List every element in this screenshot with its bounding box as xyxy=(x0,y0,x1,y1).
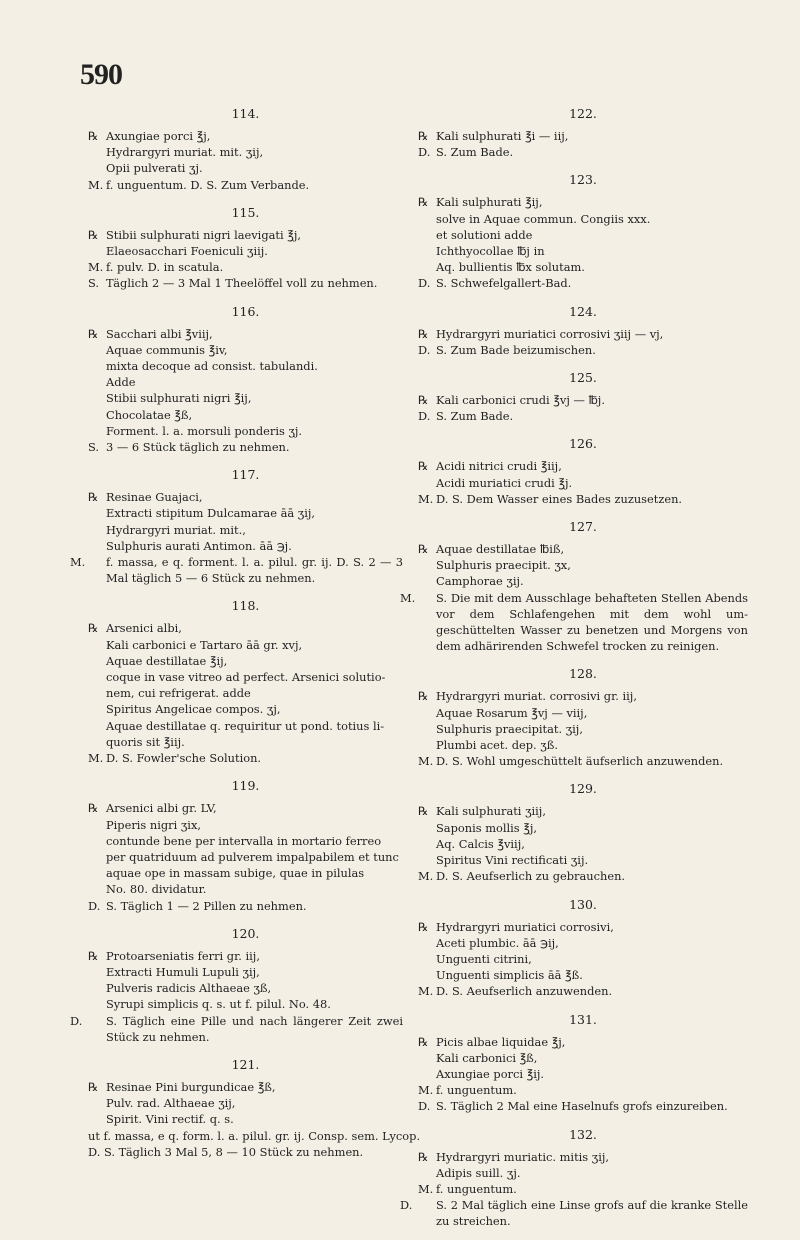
recipe-number: 117. xyxy=(231,467,260,483)
recipe-line xyxy=(418,408,748,424)
recipe-line xyxy=(418,983,748,999)
recipe-line: Piperis nigri ʒix, xyxy=(106,817,201,832)
recipe-115 xyxy=(88,203,403,292)
line-text: f. massa, e q. forment. l. a. pilul. gr. ij. D. S. 2 — 3 Mal täglich 5 — 6 Stück zu nehmen. xyxy=(106,555,403,586)
instruction-label: D. xyxy=(418,1099,431,1114)
recipe-number: 126. xyxy=(569,436,597,452)
line-text: Aquae destillatae ℔iß, xyxy=(436,542,565,557)
line-text: S. Zum Bade. xyxy=(436,145,514,160)
recipe-line: Spiritus Vini rectificati ʒij. xyxy=(436,853,589,868)
recipe-number: 121. xyxy=(231,1056,260,1072)
recipe-line xyxy=(88,489,403,505)
recipe-symbol: ℞ xyxy=(418,804,429,819)
recipe-symbol: ℞ xyxy=(418,542,429,557)
recipe-131 xyxy=(418,1010,748,1115)
instruction-label: M. xyxy=(418,754,434,769)
recipe-line xyxy=(418,1082,748,1098)
recipe-123 xyxy=(418,170,748,291)
recipe-symbol: ℞ xyxy=(418,459,429,474)
line-text: Resinae Pini burgundicae ℥ß, xyxy=(106,1079,276,1094)
line-text: Resinae Guajaci, xyxy=(106,490,203,505)
instruction-label: M. xyxy=(418,491,434,506)
recipe-symbol: ℞ xyxy=(418,1149,429,1164)
recipe-line xyxy=(418,1098,748,1114)
recipe-line xyxy=(418,144,748,160)
recipe-118 xyxy=(88,596,403,766)
recipe-line: Aquae destillatae q. requiritur ut pond. totius li- xyxy=(106,718,385,733)
line-text: Picis albae liquidae ℥j, xyxy=(436,1034,566,1049)
recipe-line xyxy=(70,1013,403,1045)
recipe-124 xyxy=(418,302,748,358)
recipe-129 xyxy=(418,779,748,884)
recipe-line: Aceti plumbic. āā ℈ij, xyxy=(436,935,559,950)
instruction-label: S. xyxy=(88,276,100,291)
recipe-line: ut f. massa, e q. form. l. a. pilul. gr. ij. Consp. sem. Lycop. xyxy=(88,1128,421,1143)
recipe-line xyxy=(70,554,403,586)
line-text: S. Täglich 2 Mal eine Haselnufs grofs einzureiben. xyxy=(436,1099,728,1114)
recipe-line xyxy=(418,1181,748,1197)
recipe-126 xyxy=(418,434,748,507)
recipe-line: D. S. Täglich 3 Mal 5, 8 — 10 Stück zu nehmen. xyxy=(88,1144,364,1159)
line-text: S. Zum Bade beizumischen. xyxy=(436,342,596,357)
recipe-line: Adipis suill. ʒj. xyxy=(436,1165,521,1180)
recipe-number: 129. xyxy=(569,781,597,797)
recipe-line xyxy=(88,750,403,766)
recipe-line: solve in Aquae commun. Congiis xxx. xyxy=(436,211,651,226)
recipe-116 xyxy=(88,302,403,456)
line-text: D. S. Aeufserlich zu gebrauchen. xyxy=(436,869,626,884)
line-text: Kali sulphurati ʒiij, xyxy=(436,804,546,819)
instruction-label: M. xyxy=(88,177,104,192)
recipe-line: Aquae communis ℥iv, xyxy=(106,342,228,357)
recipe-line xyxy=(418,1149,748,1165)
recipe-line xyxy=(88,275,403,291)
recipe-line xyxy=(88,898,403,914)
recipe-line: Opii pulverati ʒj. xyxy=(106,161,203,176)
recipe-number: 118. xyxy=(231,598,260,614)
recipe-number: 119. xyxy=(231,778,260,794)
recipe-line xyxy=(88,128,403,144)
line-text: Hydrargyri muriatici corrosivi ʒiij — vj, xyxy=(436,326,664,341)
line-text: S. Schwefelgallert-Bad. xyxy=(436,276,572,291)
recipe-line: Saponis mollis ℥j, xyxy=(436,820,537,835)
instruction-label: S. xyxy=(88,440,100,455)
recipe-line: Aq. Calcis ℥viij, xyxy=(436,836,525,851)
line-text: D. S. Fowler'sche Solution. xyxy=(106,751,262,766)
recipe-121 xyxy=(88,1055,421,1160)
recipe-line xyxy=(400,590,748,655)
recipe-line xyxy=(418,753,748,769)
line-text: Protoarseniatis ferri gr. iij, xyxy=(106,948,260,963)
recipe-line: Aq. bullientis ℔x solutam. xyxy=(436,260,585,275)
recipe-number: 123. xyxy=(569,172,597,188)
recipe-line: Stibii sulphurati nigri ℥ij, xyxy=(106,391,252,406)
instruction-label: D. xyxy=(418,409,431,424)
recipe-line xyxy=(418,868,748,884)
recipe-symbol: ℞ xyxy=(418,919,429,934)
recipe-symbol: ℞ xyxy=(88,1079,99,1094)
recipe-symbol: ℞ xyxy=(88,801,99,816)
recipe-line xyxy=(88,1079,403,1095)
recipe-line xyxy=(418,326,748,342)
recipe-symbol: ℞ xyxy=(418,195,429,210)
recipe-number: 125. xyxy=(569,370,597,386)
recipe-line: Kali carbonici ℥ß, xyxy=(436,1050,538,1065)
line-text: Axungiae porci ℥j, xyxy=(106,129,211,143)
recipe-line xyxy=(418,541,748,557)
recipe-line xyxy=(400,1197,748,1229)
recipe-line: Hydrargyri muriat. mit., xyxy=(106,522,246,537)
recipe-line: Spirit. Vini rectif. q. s. xyxy=(106,1112,234,1127)
recipe-symbol: ℞ xyxy=(88,227,99,242)
line-text: D. S. Wohl umgeschüttelt äufserlich anzuwenden. xyxy=(436,754,724,769)
recipe-line: mixta decoque ad consist. tabulandi. xyxy=(106,359,318,374)
line-text: Stibii sulphurati nigri laevigati ℥j, xyxy=(106,227,301,242)
recipe-line: coque in vase vitreo ad perfect. Arsenici solutio- xyxy=(106,670,386,685)
line-text: Arsenici albi, xyxy=(106,621,182,636)
recipe-line: Acidi muriatici crudi ℥j. xyxy=(436,475,573,490)
recipe-127 xyxy=(400,517,748,654)
line-text: Hydrargyri muriat. corrosivi gr. iij, xyxy=(436,689,637,704)
recipe-line xyxy=(88,259,403,275)
line-text: Hydrargyri muriatic. mitis ʒij, xyxy=(436,1149,609,1164)
recipe-line: Sulphuris praecipit. ʒx, xyxy=(436,558,571,573)
recipe-line xyxy=(418,128,748,144)
recipe-130 xyxy=(418,895,748,1000)
recipe-symbol: ℞ xyxy=(418,393,429,408)
instruction-label: M. xyxy=(418,869,434,884)
line-text: Kali sulphurati ℥i — iij, xyxy=(436,129,569,143)
line-text: S. Die mit dem Ausschlage behafteten Stellen Abends vor dem Schlafengehen mit dem wohl um- geschüttelten Wasser zu benetzen und Morgens von dem adhärirenden Schwefel trocken zu reinigen. xyxy=(436,590,748,654)
recipe-128 xyxy=(418,664,748,769)
recipe-line: Camphorae ʒij. xyxy=(436,574,524,589)
recipe-132 xyxy=(400,1125,748,1230)
line-text: f. unguentum. xyxy=(436,1181,517,1196)
recipe-line xyxy=(418,458,748,474)
line-text: 3 — 6 Stück täglich zu nehmen. xyxy=(106,440,290,455)
recipe-line xyxy=(418,803,748,819)
line-text: S. 2 Mal täglich eine Linse grofs auf die kranke Stelle zu streichen. xyxy=(436,1198,748,1229)
recipe-line xyxy=(418,919,748,935)
recipe-line: nem, cui refrigerat. adde xyxy=(106,686,251,701)
recipe-line xyxy=(88,227,403,243)
instruction-label: M. xyxy=(70,555,86,570)
recipe-line xyxy=(418,194,748,210)
recipe-line: Syrupi simplicis q. s. ut f. pilul. No. 48. xyxy=(106,997,331,1012)
recipe-line: Plumbi acet. dep. ʒß. xyxy=(436,738,558,753)
recipe-line: per quatriduum ad pulverem impalpabilem et tunc xyxy=(106,849,399,864)
recipe-line: Pulv. rad. Althaeae ʒij, xyxy=(106,1096,236,1111)
recipe-line: Axungiae porci ℥ij. xyxy=(436,1066,545,1081)
recipe-line xyxy=(418,1034,748,1050)
recipe-line: Unguenti simplicis āā ℥ß. xyxy=(436,968,583,983)
recipe-line: Sulphuris praecipitat. ʒij, xyxy=(436,721,583,736)
instruction-label: D. xyxy=(418,276,431,291)
recipe-number: 124. xyxy=(569,303,597,319)
recipe-line: Adde xyxy=(106,375,136,390)
recipe-line: et solutioni adde xyxy=(436,227,533,242)
instruction-label: M. xyxy=(88,751,104,766)
instruction-label: D. xyxy=(88,898,101,913)
instruction-label: D. xyxy=(70,1013,83,1028)
line-text: S. Zum Bade. xyxy=(436,409,514,424)
line-text: D. S. Dem Wasser eines Bades zuzusetzen. xyxy=(436,491,683,506)
line-text: Acidi nitrici crudi ℥iij, xyxy=(436,459,562,474)
recipe-line xyxy=(88,177,403,193)
line-text: f. unguentum. D. S. Zum Verbande. xyxy=(106,177,310,192)
recipe-line xyxy=(88,948,403,964)
line-text: D. S. Aeufserlich anzuwenden. xyxy=(436,984,613,999)
recipe-symbol: ℞ xyxy=(418,129,429,143)
recipe-line xyxy=(418,688,748,704)
recipe-line xyxy=(418,342,748,358)
recipe-number: 130. xyxy=(569,896,597,912)
recipe-symbol: ℞ xyxy=(88,948,99,963)
recipe-number: 127. xyxy=(569,519,597,535)
instruction-label: M. xyxy=(400,590,416,605)
recipe-line: Chocolatae ℥ß, xyxy=(106,407,193,422)
instruction-label: M. xyxy=(88,260,104,275)
instruction-label: M. xyxy=(418,984,434,999)
recipe-line xyxy=(418,491,748,507)
recipe-line xyxy=(88,439,403,455)
recipe-symbol: ℞ xyxy=(418,326,429,341)
instruction-label: D. xyxy=(400,1198,413,1213)
recipe-line xyxy=(418,275,748,291)
recipe-symbol: ℞ xyxy=(88,490,99,505)
recipe-114 xyxy=(88,104,403,193)
line-text: Kali sulphurati ℥ij, xyxy=(436,195,543,210)
instruction-label: D. xyxy=(418,342,431,357)
line-text: Kali carbonici crudi ℥vj — ℔j. xyxy=(436,393,605,408)
recipe-number: 120. xyxy=(231,925,260,941)
recipe-line: Sulphuris aurati Antimon. āā ℈j. xyxy=(106,538,292,553)
line-text: S. Täglich eine Pille und nach längerer Zeit zwei Stück zu nehmen. xyxy=(106,1013,403,1044)
recipe-line: Aquae destillatae ℥ij, xyxy=(106,653,228,668)
recipe-117 xyxy=(70,465,403,586)
line-text: Hydrargyri muriatici corrosivi, xyxy=(436,919,614,934)
recipe-line: Pulveris radicis Althaeae ʒß, xyxy=(106,981,272,996)
recipe-line: Extracti Humuli Lupuli ʒij, xyxy=(106,964,260,979)
recipe-line: Extracti stipitum Dulcamarae āā ʒij, xyxy=(106,506,316,521)
recipe-number: 115. xyxy=(231,204,260,220)
recipe-line: Forment. l. a. morsuli ponderis ʒj. xyxy=(106,423,303,438)
recipe-symbol: ℞ xyxy=(418,689,429,704)
instruction-label: M. xyxy=(418,1181,434,1196)
recipe-119 xyxy=(88,776,403,913)
recipe-symbol: ℞ xyxy=(88,326,99,341)
recipe-line: Aquae Rosarum ℥vj — viij, xyxy=(436,705,588,720)
line-text: Täglich 2 — 3 Mal 1 Theelöffel voll zu nehmen. xyxy=(106,276,378,291)
recipe-line: No. 80. dividatur. xyxy=(106,882,207,897)
recipe-number: 116. xyxy=(231,303,260,319)
line-text: S. Täglich 1 — 2 Pillen zu nehmen. xyxy=(106,898,307,913)
recipe-line: Kali carbonici e Tartaro āā gr. xvj, xyxy=(106,637,303,652)
recipe-125 xyxy=(418,368,748,424)
recipe-line: Ichthyocollae ℔j in xyxy=(436,244,545,259)
recipe-line: Hydrargyri muriat. mit. ʒij, xyxy=(106,145,264,160)
instruction-label: D. xyxy=(418,145,431,160)
recipe-number: 128. xyxy=(569,666,597,682)
line-text: f. unguentum. xyxy=(436,1083,517,1098)
recipe-line xyxy=(88,800,403,816)
line-text: Sacchari albi ℥viij, xyxy=(106,326,213,341)
left-column xyxy=(70,104,421,1170)
right-column xyxy=(400,104,748,1240)
recipe-line: aquae ope in massam subige, quae in pilulas xyxy=(106,866,365,881)
recipe-symbol: ℞ xyxy=(88,129,99,143)
recipe-symbol: ℞ xyxy=(88,621,99,636)
recipe-120 xyxy=(70,924,403,1045)
recipe-number: 131. xyxy=(569,1011,597,1027)
line-text: Arsenici albi gr. LV, xyxy=(106,801,217,816)
line-text: f. pulv. D. in scatula. xyxy=(106,260,224,275)
recipe-number: 114. xyxy=(231,106,260,121)
recipe-line xyxy=(88,620,403,636)
recipe-number: 122. xyxy=(569,106,597,121)
recipe-122 xyxy=(418,104,748,160)
instruction-label: M. xyxy=(418,1083,434,1098)
recipe-line xyxy=(88,326,403,342)
recipe-number: 132. xyxy=(569,1126,597,1142)
recipe-line xyxy=(418,392,748,408)
recipe-symbol: ℞ xyxy=(418,1034,429,1049)
recipe-line: Unguenti citrini, xyxy=(436,951,532,966)
recipe-line: Elaeosacchari Foeniculi ʒiij. xyxy=(106,244,268,259)
page-number: 590 xyxy=(80,58,122,91)
recipe-line: Spiritus Angelicae compos. ʒj, xyxy=(106,702,281,717)
recipe-line: quoris sit ℥iij. xyxy=(106,734,185,749)
recipe-line: contunde bene per intervalla in mortario ferreo xyxy=(106,833,382,848)
